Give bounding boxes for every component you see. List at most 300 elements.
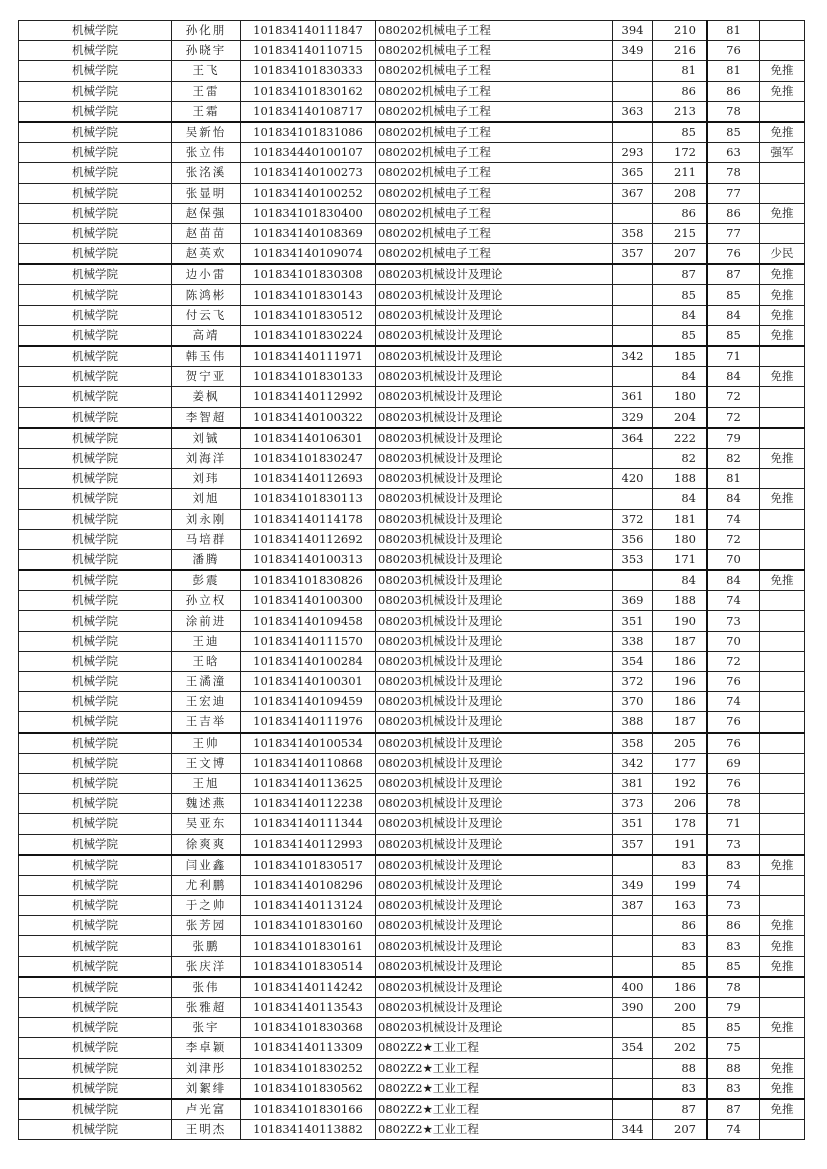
college-cell: 机械学院 bbox=[19, 916, 172, 936]
final-score-cell: 84 bbox=[707, 367, 760, 387]
table-row bbox=[19, 977, 805, 998]
table-row bbox=[19, 305, 805, 325]
final-score-cell: 76 bbox=[707, 244, 760, 265]
table-row bbox=[19, 814, 805, 834]
name-cell: 彭震 bbox=[172, 570, 241, 591]
subject-score-cell: 191 bbox=[653, 834, 708, 855]
name-cell: 刘永刚 bbox=[172, 509, 241, 529]
exam-id-cell: 101834140113625 bbox=[241, 773, 376, 793]
college-cell: 机械学院 bbox=[19, 223, 172, 243]
note-cell: 免推 bbox=[760, 203, 805, 223]
total-score-cell: 373 bbox=[613, 794, 653, 814]
subject-score-cell: 188 bbox=[653, 591, 708, 611]
total-score-cell: 349 bbox=[613, 875, 653, 895]
name-cell: 刘旭 bbox=[172, 489, 241, 509]
table-row bbox=[19, 733, 805, 754]
name-cell: 涂前进 bbox=[172, 611, 241, 631]
subject-score-cell: 83 bbox=[653, 936, 708, 956]
major-cell: 080203机械设计及理论 bbox=[376, 285, 613, 305]
college-cell: 机械学院 bbox=[19, 1120, 172, 1140]
final-score-cell: 72 bbox=[707, 651, 760, 671]
major-cell: 080203机械设计及理论 bbox=[376, 428, 613, 449]
name-cell: 张伟 bbox=[172, 977, 241, 998]
major-cell: 080203机械设计及理论 bbox=[376, 814, 613, 834]
note-cell bbox=[760, 712, 805, 733]
subject-score-cell: 187 bbox=[653, 631, 708, 651]
subject-score-cell: 204 bbox=[653, 407, 708, 428]
note-cell: 免推 bbox=[760, 570, 805, 591]
table-row bbox=[19, 325, 805, 346]
name-cell: 王潏潼 bbox=[172, 672, 241, 692]
name-cell: 王霜 bbox=[172, 101, 241, 122]
total-score-cell: 329 bbox=[613, 407, 653, 428]
subject-score-cell: 84 bbox=[653, 489, 708, 509]
note-cell bbox=[760, 387, 805, 407]
college-cell: 机械学院 bbox=[19, 855, 172, 876]
subject-score-cell: 222 bbox=[653, 428, 708, 449]
exam-id-cell: 101834140113124 bbox=[241, 896, 376, 916]
table-row bbox=[19, 672, 805, 692]
total-score-cell bbox=[613, 367, 653, 387]
name-cell: 张宇 bbox=[172, 1018, 241, 1038]
college-cell: 机械学院 bbox=[19, 61, 172, 81]
subject-score-cell: 82 bbox=[653, 448, 708, 468]
note-cell bbox=[760, 611, 805, 631]
exam-id-cell: 101834140108296 bbox=[241, 875, 376, 895]
total-score-cell: 370 bbox=[613, 692, 653, 712]
subject-score-cell: 216 bbox=[653, 41, 708, 61]
final-score-cell: 81 bbox=[707, 469, 760, 489]
total-score-cell bbox=[613, 203, 653, 223]
exam-id-cell: 101834140113543 bbox=[241, 998, 376, 1018]
major-cell: 080202机械电子工程 bbox=[376, 244, 613, 265]
name-cell: 张鹏 bbox=[172, 936, 241, 956]
name-cell: 闫业鑫 bbox=[172, 855, 241, 876]
subject-score-cell: 202 bbox=[653, 1038, 708, 1058]
name-cell: 贺宁亚 bbox=[172, 367, 241, 387]
total-score-cell: 361 bbox=[613, 387, 653, 407]
college-cell: 机械学院 bbox=[19, 529, 172, 549]
exam-id-cell: 101834101830333 bbox=[241, 61, 376, 81]
final-score-cell: 63 bbox=[707, 143, 760, 163]
table-row bbox=[19, 285, 805, 305]
final-score-cell: 81 bbox=[707, 21, 760, 41]
college-cell: 机械学院 bbox=[19, 773, 172, 793]
table-row bbox=[19, 163, 805, 183]
total-score-cell: 342 bbox=[613, 753, 653, 773]
name-cell: 徐爽爽 bbox=[172, 834, 241, 855]
subject-score-cell: 208 bbox=[653, 183, 708, 203]
major-cell: 080203机械设计及理论 bbox=[376, 692, 613, 712]
exam-id-cell: 101834140100300 bbox=[241, 591, 376, 611]
table-row bbox=[19, 428, 805, 449]
college-cell: 机械学院 bbox=[19, 1038, 172, 1058]
subject-score-cell: 190 bbox=[653, 611, 708, 631]
major-cell: 080203机械设计及理论 bbox=[376, 773, 613, 793]
note-cell bbox=[760, 672, 805, 692]
major-cell: 080203机械设计及理论 bbox=[376, 611, 613, 631]
note-cell bbox=[760, 834, 805, 855]
major-cell: 080203机械设计及理论 bbox=[376, 367, 613, 387]
subject-score-cell: 199 bbox=[653, 875, 708, 895]
final-score-cell: 78 bbox=[707, 977, 760, 998]
name-cell: 吴亚东 bbox=[172, 814, 241, 834]
note-cell: 免推 bbox=[760, 956, 805, 977]
note-cell: 免推 bbox=[760, 1058, 805, 1078]
total-score-cell bbox=[613, 1099, 653, 1120]
subject-score-cell: 211 bbox=[653, 163, 708, 183]
subject-score-cell: 196 bbox=[653, 672, 708, 692]
college-cell: 机械学院 bbox=[19, 203, 172, 223]
major-cell: 080203机械设计及理论 bbox=[376, 916, 613, 936]
table-row bbox=[19, 651, 805, 671]
major-cell: 0802Z2★工业工程 bbox=[376, 1099, 613, 1120]
college-cell: 机械学院 bbox=[19, 794, 172, 814]
table-row bbox=[19, 244, 805, 265]
name-cell: 王迪 bbox=[172, 631, 241, 651]
name-cell: 王飞 bbox=[172, 61, 241, 81]
name-cell: 王吉举 bbox=[172, 712, 241, 733]
total-score-cell: 358 bbox=[613, 223, 653, 243]
table-row bbox=[19, 469, 805, 489]
college-cell: 机械学院 bbox=[19, 753, 172, 773]
college-cell: 机械学院 bbox=[19, 41, 172, 61]
name-cell: 王雷 bbox=[172, 81, 241, 101]
note-cell: 免推 bbox=[760, 1018, 805, 1038]
note-cell bbox=[760, 753, 805, 773]
final-score-cell: 83 bbox=[707, 1078, 760, 1099]
total-score-cell: 356 bbox=[613, 529, 653, 549]
college-cell: 机械学院 bbox=[19, 814, 172, 834]
note-cell bbox=[760, 549, 805, 570]
college-cell: 机械学院 bbox=[19, 509, 172, 529]
major-cell: 080203机械设计及理论 bbox=[376, 753, 613, 773]
subject-score-cell: 185 bbox=[653, 346, 708, 367]
final-score-cell: 70 bbox=[707, 631, 760, 651]
name-cell: 张立伟 bbox=[172, 143, 241, 163]
subject-score-cell: 84 bbox=[653, 570, 708, 591]
subject-score-cell: 188 bbox=[653, 469, 708, 489]
total-score-cell bbox=[613, 81, 653, 101]
major-cell: 080203机械设计及理论 bbox=[376, 325, 613, 346]
exam-id-cell: 101834140114242 bbox=[241, 977, 376, 998]
major-cell: 080203机械设计及理论 bbox=[376, 834, 613, 855]
name-cell: 张庆洋 bbox=[172, 956, 241, 977]
exam-id-cell: 101834101830308 bbox=[241, 264, 376, 285]
major-cell: 080203机械设计及理论 bbox=[376, 407, 613, 428]
exam-id-cell: 101834140100284 bbox=[241, 651, 376, 671]
exam-id-cell: 101834140100301 bbox=[241, 672, 376, 692]
major-cell: 080203机械设计及理论 bbox=[376, 509, 613, 529]
major-cell: 080203机械设计及理论 bbox=[376, 489, 613, 509]
name-cell: 王宏迪 bbox=[172, 692, 241, 712]
final-score-cell: 84 bbox=[707, 305, 760, 325]
note-cell: 免推 bbox=[760, 1078, 805, 1099]
name-cell: 张洺溪 bbox=[172, 163, 241, 183]
final-score-cell: 74 bbox=[707, 591, 760, 611]
note-cell: 免推 bbox=[760, 285, 805, 305]
table-row bbox=[19, 692, 805, 712]
note-cell bbox=[760, 163, 805, 183]
major-cell: 080203机械设计及理论 bbox=[376, 346, 613, 367]
subject-score-cell: 163 bbox=[653, 896, 708, 916]
note-cell bbox=[760, 631, 805, 651]
note-cell bbox=[760, 469, 805, 489]
note-cell bbox=[760, 591, 805, 611]
college-cell: 机械学院 bbox=[19, 305, 172, 325]
note-cell bbox=[760, 223, 805, 243]
college-cell: 机械学院 bbox=[19, 1099, 172, 1120]
total-score-cell: 363 bbox=[613, 101, 653, 122]
college-cell: 机械学院 bbox=[19, 712, 172, 733]
exam-id-cell: 101834140106301 bbox=[241, 428, 376, 449]
college-cell: 机械学院 bbox=[19, 163, 172, 183]
name-cell: 张显明 bbox=[172, 183, 241, 203]
note-cell: 强军 bbox=[760, 143, 805, 163]
total-score-cell: 344 bbox=[613, 1120, 653, 1140]
name-cell: 尤利鹏 bbox=[172, 875, 241, 895]
major-cell: 080202机械电子工程 bbox=[376, 183, 613, 203]
exam-id-cell: 101834140100313 bbox=[241, 549, 376, 570]
name-cell: 于之帅 bbox=[172, 896, 241, 916]
table-row bbox=[19, 143, 805, 163]
note-cell bbox=[760, 529, 805, 549]
major-cell: 080203机械设计及理论 bbox=[376, 264, 613, 285]
exam-id-cell: 101834101830133 bbox=[241, 367, 376, 387]
table-row bbox=[19, 1078, 805, 1099]
college-cell: 机械学院 bbox=[19, 692, 172, 712]
exam-id-cell: 101834140113882 bbox=[241, 1120, 376, 1140]
total-score-cell: 351 bbox=[613, 814, 653, 834]
exam-id-cell: 101834140108369 bbox=[241, 223, 376, 243]
table-row bbox=[19, 998, 805, 1018]
table-row bbox=[19, 591, 805, 611]
total-score-cell bbox=[613, 285, 653, 305]
final-score-cell: 73 bbox=[707, 896, 760, 916]
table-row bbox=[19, 509, 805, 529]
table-row bbox=[19, 203, 805, 223]
subject-score-cell: 206 bbox=[653, 794, 708, 814]
name-cell: 王晗 bbox=[172, 651, 241, 671]
exam-id-cell: 101834140112992 bbox=[241, 387, 376, 407]
table-row bbox=[19, 183, 805, 203]
college-cell: 机械学院 bbox=[19, 936, 172, 956]
total-score-cell: 381 bbox=[613, 773, 653, 793]
subject-score-cell: 85 bbox=[653, 285, 708, 305]
final-score-cell: 79 bbox=[707, 998, 760, 1018]
major-cell: 080202机械电子工程 bbox=[376, 81, 613, 101]
note-cell bbox=[760, 977, 805, 998]
total-score-cell: 369 bbox=[613, 591, 653, 611]
final-score-cell: 77 bbox=[707, 223, 760, 243]
college-cell: 机械学院 bbox=[19, 448, 172, 468]
table-row bbox=[19, 753, 805, 773]
note-cell: 免推 bbox=[760, 122, 805, 143]
exam-id-cell: 101834140100322 bbox=[241, 407, 376, 428]
note-cell bbox=[760, 773, 805, 793]
total-score-cell: 367 bbox=[613, 183, 653, 203]
college-cell: 机械学院 bbox=[19, 1078, 172, 1099]
exam-id-cell: 101834140114178 bbox=[241, 509, 376, 529]
exam-id-cell: 101834140111971 bbox=[241, 346, 376, 367]
table-row bbox=[19, 101, 805, 122]
subject-score-cell: 84 bbox=[653, 367, 708, 387]
name-cell: 姜枫 bbox=[172, 387, 241, 407]
final-score-cell: 69 bbox=[707, 753, 760, 773]
final-score-cell: 76 bbox=[707, 733, 760, 754]
major-cell: 080203机械设计及理论 bbox=[376, 651, 613, 671]
total-score-cell: 372 bbox=[613, 509, 653, 529]
note-cell bbox=[760, 428, 805, 449]
final-score-cell: 71 bbox=[707, 814, 760, 834]
final-score-cell: 82 bbox=[707, 448, 760, 468]
table-row bbox=[19, 855, 805, 876]
subject-score-cell: 87 bbox=[653, 1099, 708, 1120]
major-cell: 080202机械电子工程 bbox=[376, 122, 613, 143]
college-cell: 机械学院 bbox=[19, 896, 172, 916]
total-score-cell: 351 bbox=[613, 611, 653, 631]
total-score-cell bbox=[613, 264, 653, 285]
major-cell: 080202机械电子工程 bbox=[376, 163, 613, 183]
exam-id-cell: 101834101830512 bbox=[241, 305, 376, 325]
major-cell: 080203机械设计及理论 bbox=[376, 570, 613, 591]
table-row bbox=[19, 529, 805, 549]
final-score-cell: 78 bbox=[707, 101, 760, 122]
final-score-cell: 72 bbox=[707, 529, 760, 549]
major-cell: 080202机械电子工程 bbox=[376, 41, 613, 61]
college-cell: 机械学院 bbox=[19, 244, 172, 265]
subject-score-cell: 87 bbox=[653, 264, 708, 285]
total-score-cell bbox=[613, 936, 653, 956]
exam-id-cell: 101834101830368 bbox=[241, 1018, 376, 1038]
table-row bbox=[19, 773, 805, 793]
name-cell: 马培群 bbox=[172, 529, 241, 549]
total-score-cell: 353 bbox=[613, 549, 653, 570]
exam-id-cell: 101834140108717 bbox=[241, 101, 376, 122]
subject-score-cell: 207 bbox=[653, 244, 708, 265]
note-cell: 免推 bbox=[760, 1099, 805, 1120]
subject-score-cell: 178 bbox=[653, 814, 708, 834]
exam-id-cell: 101834101830514 bbox=[241, 956, 376, 977]
name-cell: 陈鸿彬 bbox=[172, 285, 241, 305]
college-cell: 机械学院 bbox=[19, 651, 172, 671]
table-row bbox=[19, 81, 805, 101]
note-cell: 免推 bbox=[760, 855, 805, 876]
subject-score-cell: 213 bbox=[653, 101, 708, 122]
subject-score-cell: 86 bbox=[653, 203, 708, 223]
table-row bbox=[19, 549, 805, 570]
final-score-cell: 85 bbox=[707, 956, 760, 977]
note-cell bbox=[760, 1120, 805, 1140]
subject-score-cell: 186 bbox=[653, 692, 708, 712]
exam-id-cell: 101834101830400 bbox=[241, 203, 376, 223]
note-cell bbox=[760, 651, 805, 671]
total-score-cell bbox=[613, 956, 653, 977]
name-cell: 卢光富 bbox=[172, 1099, 241, 1120]
final-score-cell: 88 bbox=[707, 1058, 760, 1078]
subject-score-cell: 186 bbox=[653, 977, 708, 998]
table-row bbox=[19, 916, 805, 936]
table-row bbox=[19, 794, 805, 814]
exam-id-cell: 101834101830160 bbox=[241, 916, 376, 936]
name-cell: 王帅 bbox=[172, 733, 241, 754]
subject-score-cell: 85 bbox=[653, 1018, 708, 1038]
subject-score-cell: 85 bbox=[653, 956, 708, 977]
name-cell: 王明杰 bbox=[172, 1120, 241, 1140]
subject-score-cell: 88 bbox=[653, 1058, 708, 1078]
major-cell: 0802Z2★工业工程 bbox=[376, 1078, 613, 1099]
subject-score-cell: 177 bbox=[653, 753, 708, 773]
total-score-cell: 387 bbox=[613, 896, 653, 916]
subject-score-cell: 85 bbox=[653, 325, 708, 346]
final-score-cell: 74 bbox=[707, 692, 760, 712]
total-score-cell: 394 bbox=[613, 21, 653, 41]
name-cell: 刘絮绯 bbox=[172, 1078, 241, 1099]
total-score-cell bbox=[613, 122, 653, 143]
final-score-cell: 85 bbox=[707, 325, 760, 346]
name-cell: 赵英欢 bbox=[172, 244, 241, 265]
total-score-cell bbox=[613, 448, 653, 468]
major-cell: 0802Z2★工业工程 bbox=[376, 1038, 613, 1058]
table-row bbox=[19, 1038, 805, 1058]
subject-score-cell: 210 bbox=[653, 21, 708, 41]
final-score-cell: 73 bbox=[707, 834, 760, 855]
table-row bbox=[19, 875, 805, 895]
total-score-cell: 349 bbox=[613, 41, 653, 61]
total-score-cell bbox=[613, 325, 653, 346]
final-score-cell: 78 bbox=[707, 794, 760, 814]
name-cell: 魏述燕 bbox=[172, 794, 241, 814]
name-cell: 孙晓宇 bbox=[172, 41, 241, 61]
exam-id-cell: 101834101830143 bbox=[241, 285, 376, 305]
major-cell: 080203机械设计及理论 bbox=[376, 305, 613, 325]
exam-id-cell: 101834140100534 bbox=[241, 733, 376, 754]
college-cell: 机械学院 bbox=[19, 591, 172, 611]
subject-score-cell: 171 bbox=[653, 549, 708, 570]
final-score-cell: 84 bbox=[707, 489, 760, 509]
final-score-cell: 86 bbox=[707, 203, 760, 223]
table-row bbox=[19, 448, 805, 468]
college-cell: 机械学院 bbox=[19, 998, 172, 1018]
total-score-cell: 372 bbox=[613, 672, 653, 692]
major-cell: 080203机械设计及理论 bbox=[376, 387, 613, 407]
total-score-cell: 390 bbox=[613, 998, 653, 1018]
final-score-cell: 71 bbox=[707, 346, 760, 367]
exam-id-cell: 101834140109458 bbox=[241, 611, 376, 631]
subject-score-cell: 187 bbox=[653, 712, 708, 733]
note-cell: 少民 bbox=[760, 244, 805, 265]
exam-id-cell: 101834101831086 bbox=[241, 122, 376, 143]
major-cell: 080203机械设计及理论 bbox=[376, 875, 613, 895]
name-cell: 张芳园 bbox=[172, 916, 241, 936]
exam-id-cell: 101834140111344 bbox=[241, 814, 376, 834]
note-cell bbox=[760, 875, 805, 895]
name-cell: 边小雷 bbox=[172, 264, 241, 285]
major-cell: 080202机械电子工程 bbox=[376, 101, 613, 122]
total-score-cell: 354 bbox=[613, 1038, 653, 1058]
subject-score-cell: 85 bbox=[653, 122, 708, 143]
major-cell: 080203机械设计及理论 bbox=[376, 936, 613, 956]
name-cell: 赵苗苗 bbox=[172, 223, 241, 243]
exam-id-cell: 101834140109459 bbox=[241, 692, 376, 712]
major-cell: 080203机械设计及理论 bbox=[376, 855, 613, 876]
exam-id-cell: 101834101830247 bbox=[241, 448, 376, 468]
total-score-cell bbox=[613, 305, 653, 325]
admission-score-table bbox=[18, 20, 805, 1140]
final-score-cell: 86 bbox=[707, 916, 760, 936]
total-score-cell: 400 bbox=[613, 977, 653, 998]
total-score-cell bbox=[613, 489, 653, 509]
